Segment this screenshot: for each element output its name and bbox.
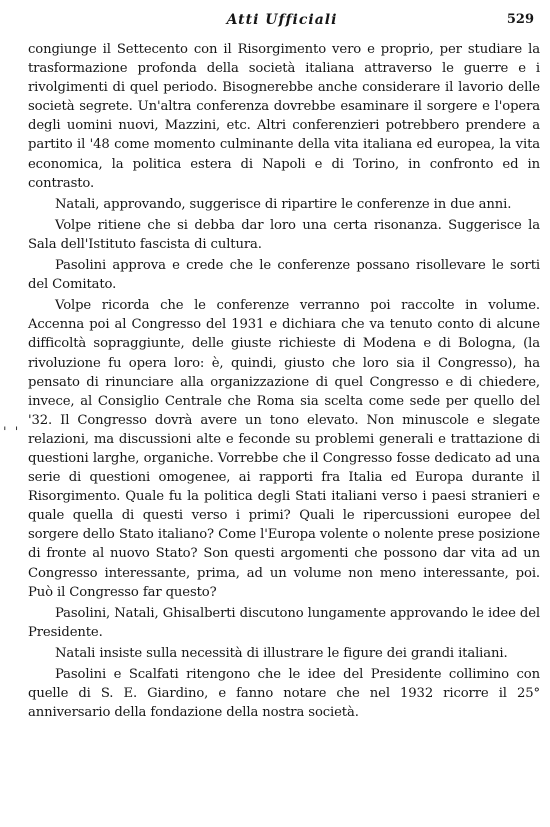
- margin-mark: ' ': [3, 425, 21, 440]
- paragraph-discussion: Pasolini, Natali, Ghisalberti discutono lungamente approvando le idee del Presidente.: [28, 605, 540, 640]
- paragraph-volpe-congress: Volpe ricorda che le conferenze verranno poi raccolte in volume. Accenna poi al Congresso del 1931 e dichiara che va tenuto conto di alcune difficoltà sopraggiunte, delle giuste richieste di Modena e di Bologna, (la rivoluzione fu opera loro: è, quindi, giusto che loro sia il Congresso), ha pensato di rinunciare alla organizzazione di quel Congresso e di chiedere, invece, al Consiglio Centrale che Roma sia scelta come sede per quello del '32. Il Congresso dovrà avere un tono elevato. Non minuscole e slegate relazioni, ma discussioni alte e feconde su problemi generali e trattazione di questioni larghe, organiche. Vorrebbe che il Congresso fosse dedicato ad una serie di questioni omogenee, ai rapporti fra Italia ed Europa durante il Risorgimento. Quale fu la politica degli Stati italiani verso i paesi stranieri e quale quella di questi verso i primi? Quali le ripercussioni europee del sorgere dello Stato italiano? Come l'Europa volente o nolente prese posizione di fronte al nuovo Stato? Son questi argomenti che possono dar vita ad un Congresso interessante, prima, ad un volume non meno interessante, poi. Può il Congresso far questo?: [28, 298, 540, 600]
- paragraph-natali-suggestion: Natali, approvando, suggerisce di ripartire le conferenze in due anni.: [55, 196, 512, 212]
- page-header: [30, 12, 534, 34]
- paragraph-natali-figures: Natali insiste sulla necessità di illustrare le figure dei grandi italiani.: [55, 645, 508, 661]
- paragraph-anniversary: Pasolini e Scalfati ritengono che le idee del Presidente collimino con quelle di S. E. Giardino, e fanno notare che nel 1932 ricorre il 25° anniversario della fondazione della nostra società.: [28, 667, 540, 721]
- paragraph-continuation: congiunge il Settecento con il Risorgimento vero e proprio, per studiare la trasformazione profonda della società italiana attraverso le guerre e i rivolgimenti di quel periodo. Bisognerebbe anche considerare il lavorio delle società segrete. Un'altra conferenza dovrebbe esaminare il sorgere e l'opera degli uomini nuovi, Mazzini, etc. Altri conferenzieri potrebbero prendere a partito il '48 come momento culminante della vita italiana ed europea, la vita economica, la politica estera di Napoli e di Torino, in confronto ed in contrasto.: [28, 42, 540, 191]
- page-number: 529: [506, 12, 534, 27]
- running-title: Atti Ufficiali: [226, 12, 338, 28]
- paragraph-volpe-risonanza: Volpe ritiene che si debba dar loro una certa risonanza. Suggerisce la Sala dell'Istituto fascista di cultura.: [28, 217, 540, 252]
- body-text: [28, 40, 540, 724]
- paragraph-pasolini-approval: Pasolini approva e crede che le conferenze possano risollevare le sorti del Comitato.: [28, 258, 540, 293]
